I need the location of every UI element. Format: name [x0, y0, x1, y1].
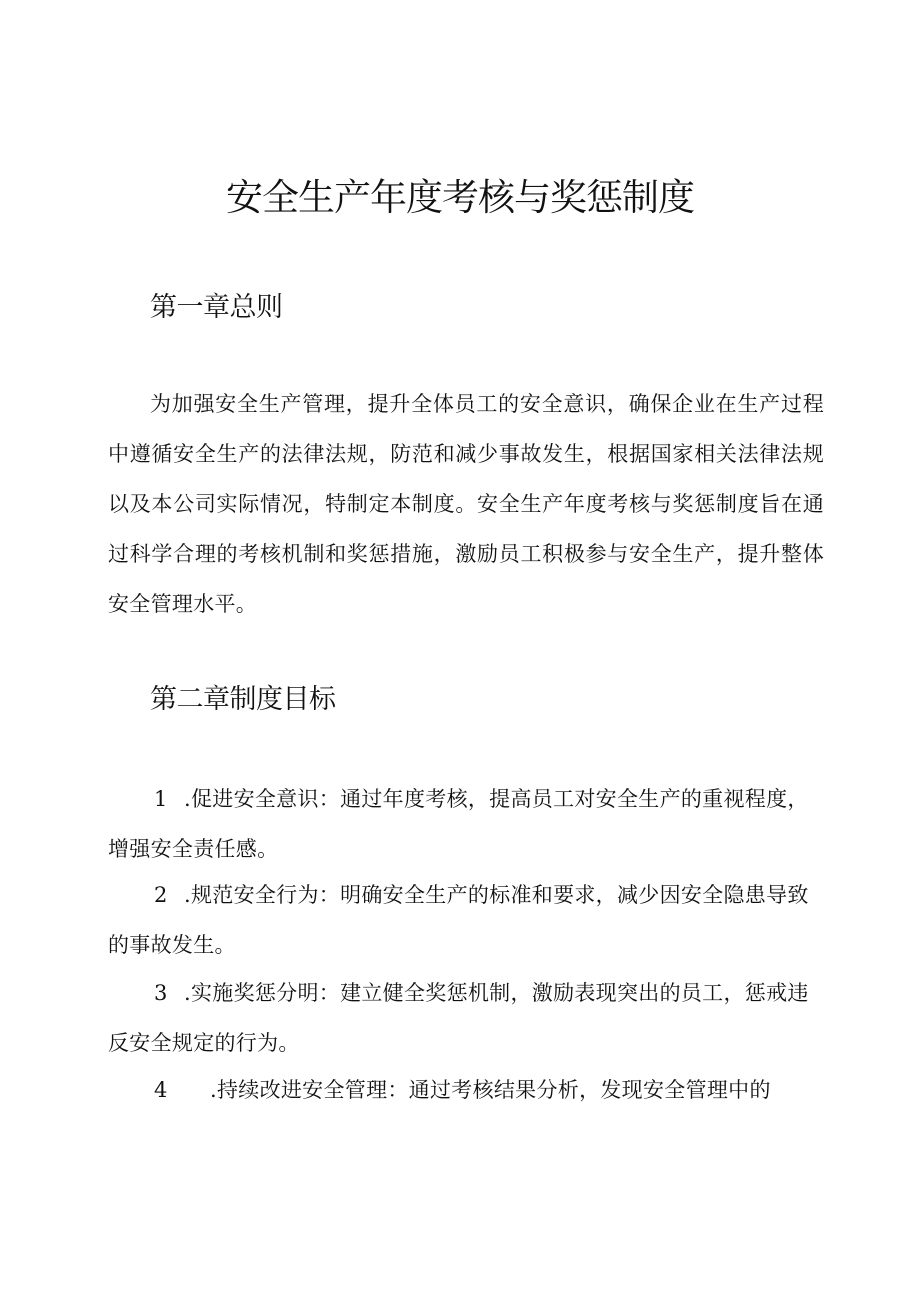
list-item-number: 2 [154, 883, 168, 907]
list-item-number: 3 [154, 981, 168, 1005]
chapter-1-paragraph: 为加强安全生产管理，提升全体员工的安全意识，确保企业在生产过程中遵循安全生产的法律法规，防范和减少事故发生，根据国家相关法律法规以及本公司实际情况，特制定本制度。安全生产年度考核与奖惩制度旨在通过科学合理的考核机制和奖惩措施，激励员工积极参与安全生产，提升整体安全管理水平。 [108, 392, 824, 616]
list-item [108, 870, 824, 970]
list-item [108, 968, 824, 1068]
list-item-text: .持续改进安全管理：通过考核结果分析，发现安全管理中的 [210, 1078, 771, 1102]
list-item [108, 1065, 824, 1115]
list-item-number: 1 [154, 787, 168, 811]
list-item-text: .促进安全意识：通过年度考核，提高员工对安全生产的重视程度，增强安全责任感。 [108, 787, 809, 861]
document-title: 安全生产年度考核与奖惩制度 [226, 176, 694, 219]
list-item-text: .规范安全行为：明确安全生产的标准和要求，减少因安全隐患导致的事故发生。 [108, 883, 809, 957]
list-item [108, 774, 824, 874]
list-item-text: .实施奖惩分明：建立健全奖惩机制，激励表现突出的员工，惩戒违反安全规定的行为。 [108, 981, 809, 1055]
chapter-1-heading: 第一章总则 [150, 292, 283, 323]
list-item-number: 4 [154, 1078, 168, 1102]
chapter-2-heading: 第二章制度目标 [150, 684, 336, 715]
